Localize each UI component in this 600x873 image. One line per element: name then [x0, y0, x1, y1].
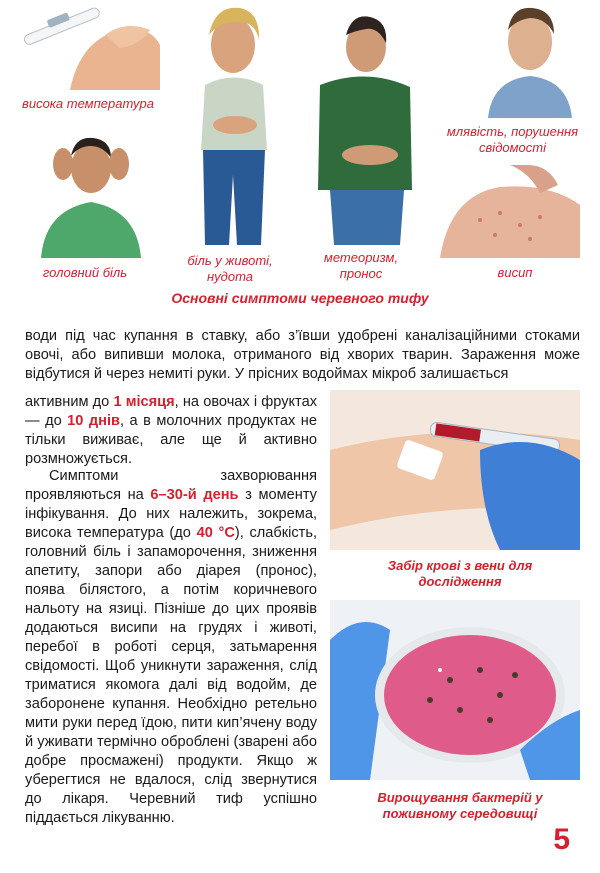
caption-fever: висока температура — [22, 96, 154, 111]
text-span: , а в молочних продуктах не тільки виживає, але ще й активно розмножується. — [25, 413, 317, 467]
blood-draw-photo — [330, 390, 580, 550]
text-span: Симптоми захворювання проявляються на — [25, 468, 317, 503]
highlight-incubation: 6–30-й день — [150, 487, 239, 503]
caption-blood-draw: Забір крові з вени для дослідження — [387, 558, 533, 589]
caption-lethargy: млявість, порушення свідомості — [446, 124, 579, 155]
caption-bloating: метеоризм, пронос — [323, 250, 399, 281]
rash-back-photo — [440, 165, 580, 258]
text-span: ), слабкість, головний біль і запаморочення, зниження апетиту, запори або діарея (пронос), поява білястого, а потім коричневого нальоту на язиці. Пізніше до цих проявів додаються висипи на грудях і животі, перебої в роботі серця, затьмарення свідомості. Щоб уникнути зараження, слід триматися якомога далі від водойм, де заборонене купання. Необхідно ретельно мити руки перед їдою, пити кип’ячену воду й уживати термічно оброблені (зварені або добре просмажені) продукти. Якщо ж уберегтися не вдалося, слід звернутися до лікаря. Черевний тиф успішно піддається лікуванню. — [25, 525, 318, 826]
petri-dish-photo — [330, 600, 580, 780]
caption-headache: головний біль — [42, 265, 128, 280]
highlight-ten-days: 10 днів — [67, 413, 120, 429]
paragraph-intro-text: води під час купання в ставку, або з’ївши удобрені каналізаційними стоками овочі, або випивши молока, отриманого від хворих тварин. Зараження може відбутися й через немиті руки. У прісних водоймах мікроб залишається — [25, 328, 580, 382]
caption-abdominal-pain: біль у животі, нудота — [187, 253, 273, 284]
caption-rash: висип — [497, 265, 533, 280]
highlight-temperature: 40 °C — [196, 525, 235, 541]
paragraph-intro — [25, 327, 580, 384]
highlight-one-month: 1 місяця — [113, 394, 175, 410]
text-span: , на овочах і фруктах — до — [25, 394, 317, 429]
text-span: з моменту інфікування. До них належить, зокрема, висока температура (до — [25, 487, 317, 541]
text-span: активним до — [25, 394, 114, 410]
figure-title: Основні симптоми черевного тифу — [171, 290, 429, 306]
man-abdominal-photo — [300, 5, 425, 245]
man-headache-photo — [35, 130, 145, 258]
man-lethargy-photo — [480, 0, 580, 118]
caption-culture: Вирощування бактерій у поживному середовищі — [377, 790, 543, 821]
thermometer-photo — [10, 0, 160, 90]
page-number: 5 — [553, 823, 570, 856]
paragraph-symptoms — [25, 467, 317, 828]
paragraph-survival — [25, 393, 317, 469]
woman-nausea-photo — [185, 0, 280, 245]
